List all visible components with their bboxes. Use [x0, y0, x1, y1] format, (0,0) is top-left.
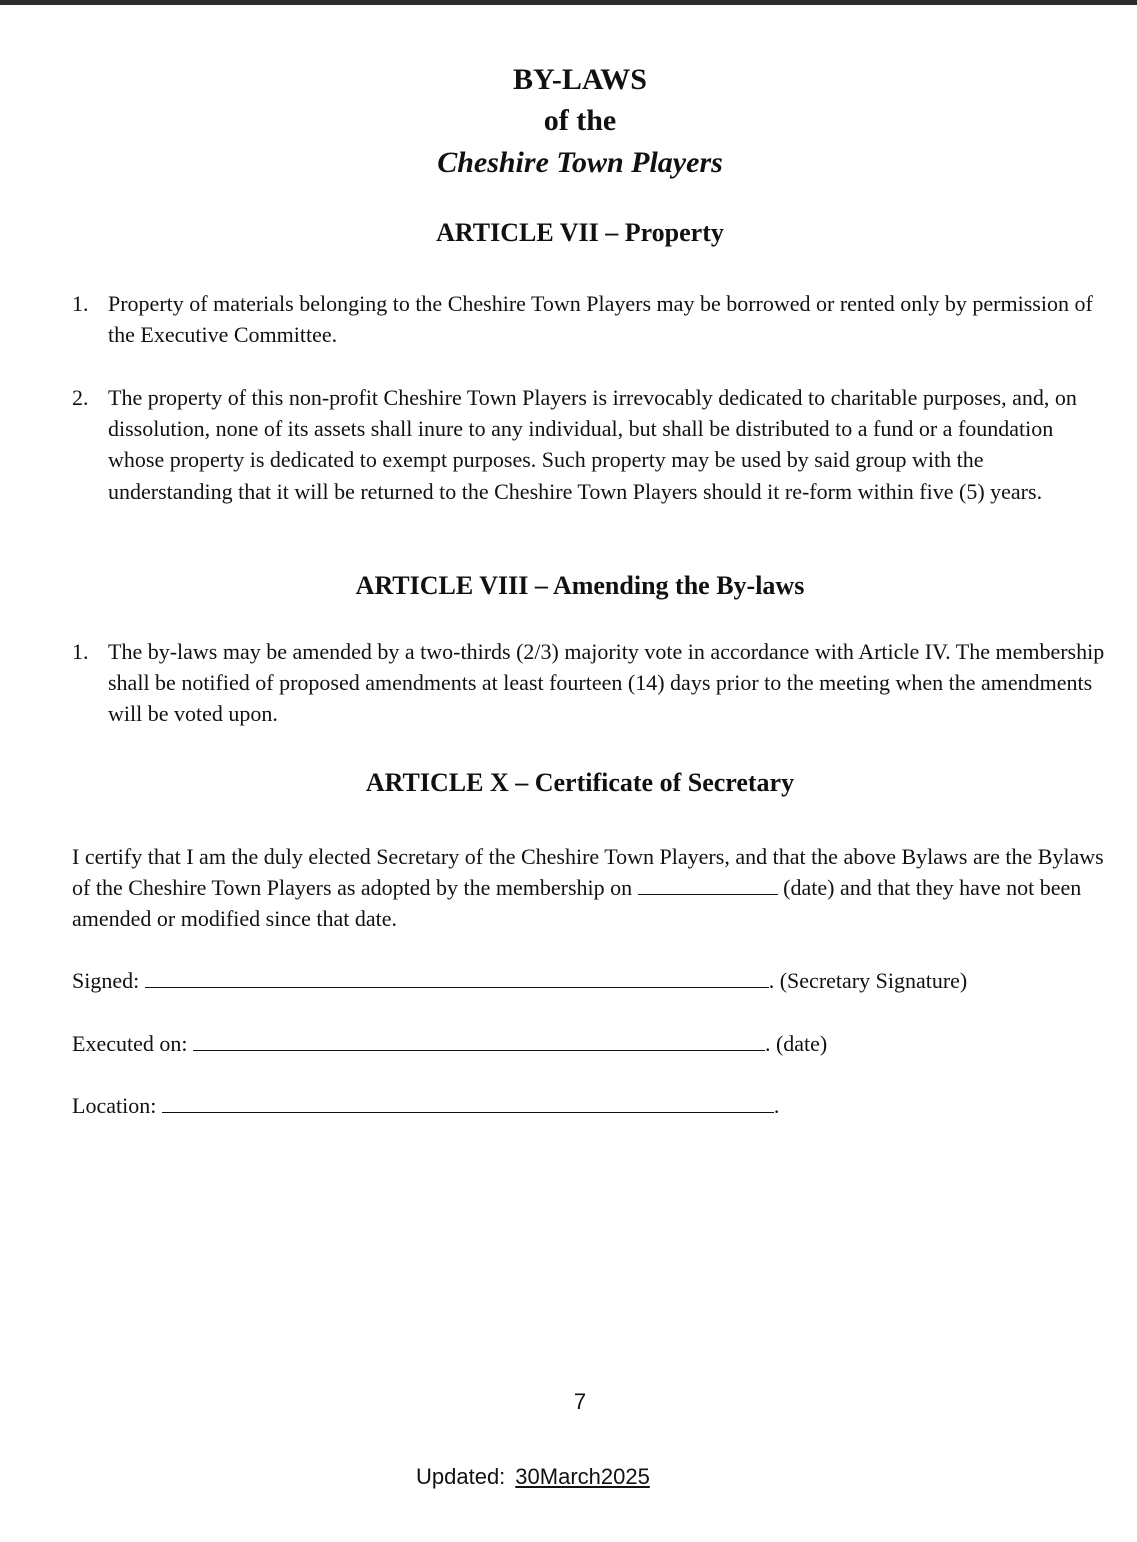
doc-subtitle: of the	[543, 104, 617, 137]
article-8-item-1-number: 1.	[72, 639, 89, 664]
page-number: 7	[573, 1389, 587, 1414]
location-suffix: .	[773, 1093, 780, 1118]
certification-paragraph	[72, 841, 1112, 934]
article-7-item-1-text: Property of materials belonging to the Cheshire Town Players may be borrowed or rented only by permission of the Executive Committee.	[108, 291, 1093, 348]
signed-label: Signed:	[72, 968, 140, 993]
certification-text-part-1: I certify that I am the duly elected Secretary of the Cheshire Town Players, and that the above Bylaws are the Bylaws of the Cheshire Town Players as adopted by the membership on	[72, 844, 1104, 900]
adoption-date-blank[interactable]	[638, 874, 778, 895]
executed-date-line[interactable]	[193, 1030, 765, 1051]
signed-field	[72, 965, 967, 996]
article-8-item-1-text: The by-laws may be amended by a two-thirds (2/3) majority vote in accordance with Article IV. The membership shall be notified of proposed amendments at least fourteen (14) days prior to the meeting when the amendments will be voted upon.	[108, 639, 1105, 727]
updated-date: 30March2025	[515, 1464, 650, 1489]
updated-label: Updated:	[416, 1464, 506, 1489]
doc-title: BY-LAWS	[513, 63, 647, 96]
location-line[interactable]	[162, 1092, 774, 1113]
executed-label: Executed on:	[72, 1031, 188, 1056]
signature-line[interactable]	[145, 967, 769, 988]
article-7-item-1-number: 1.	[72, 291, 89, 316]
organization-name: Cheshire Town Players	[437, 146, 723, 179]
location-field	[72, 1090, 779, 1121]
executed-field	[72, 1028, 827, 1059]
article-7-item-2-text: The property of this non-profit Cheshire Town Players is irrevocably dedicated to charitable purposes, and, on dissolution, none of its assets shall inure to any individual, but shall be distributed to a fund or a foundation whose property is dedicated to exempt purposes. Such property may be used by said group with the understanding that it will be returned to the Cheshire Town Players should it re-form within five (5) years.	[108, 385, 1077, 504]
article-10-heading: ARTICLE X – Certificate of Secretary	[365, 768, 795, 797]
article-7-item-2-number: 2.	[72, 385, 89, 410]
signed-suffix: . (Secretary Signature)	[768, 968, 968, 993]
updated-footer	[416, 1463, 650, 1491]
article-8-heading: ARTICLE VIII – Amending the By-laws	[355, 571, 805, 600]
article-7-heading: ARTICLE VII – Property	[436, 218, 724, 247]
location-label: Location:	[72, 1093, 157, 1118]
certification-text-part-2: (date) and that they have not been amended or modified since that date.	[72, 875, 1082, 931]
executed-suffix: . (date)	[764, 1031, 828, 1056]
top-edge-bar	[0, 0, 1137, 5]
